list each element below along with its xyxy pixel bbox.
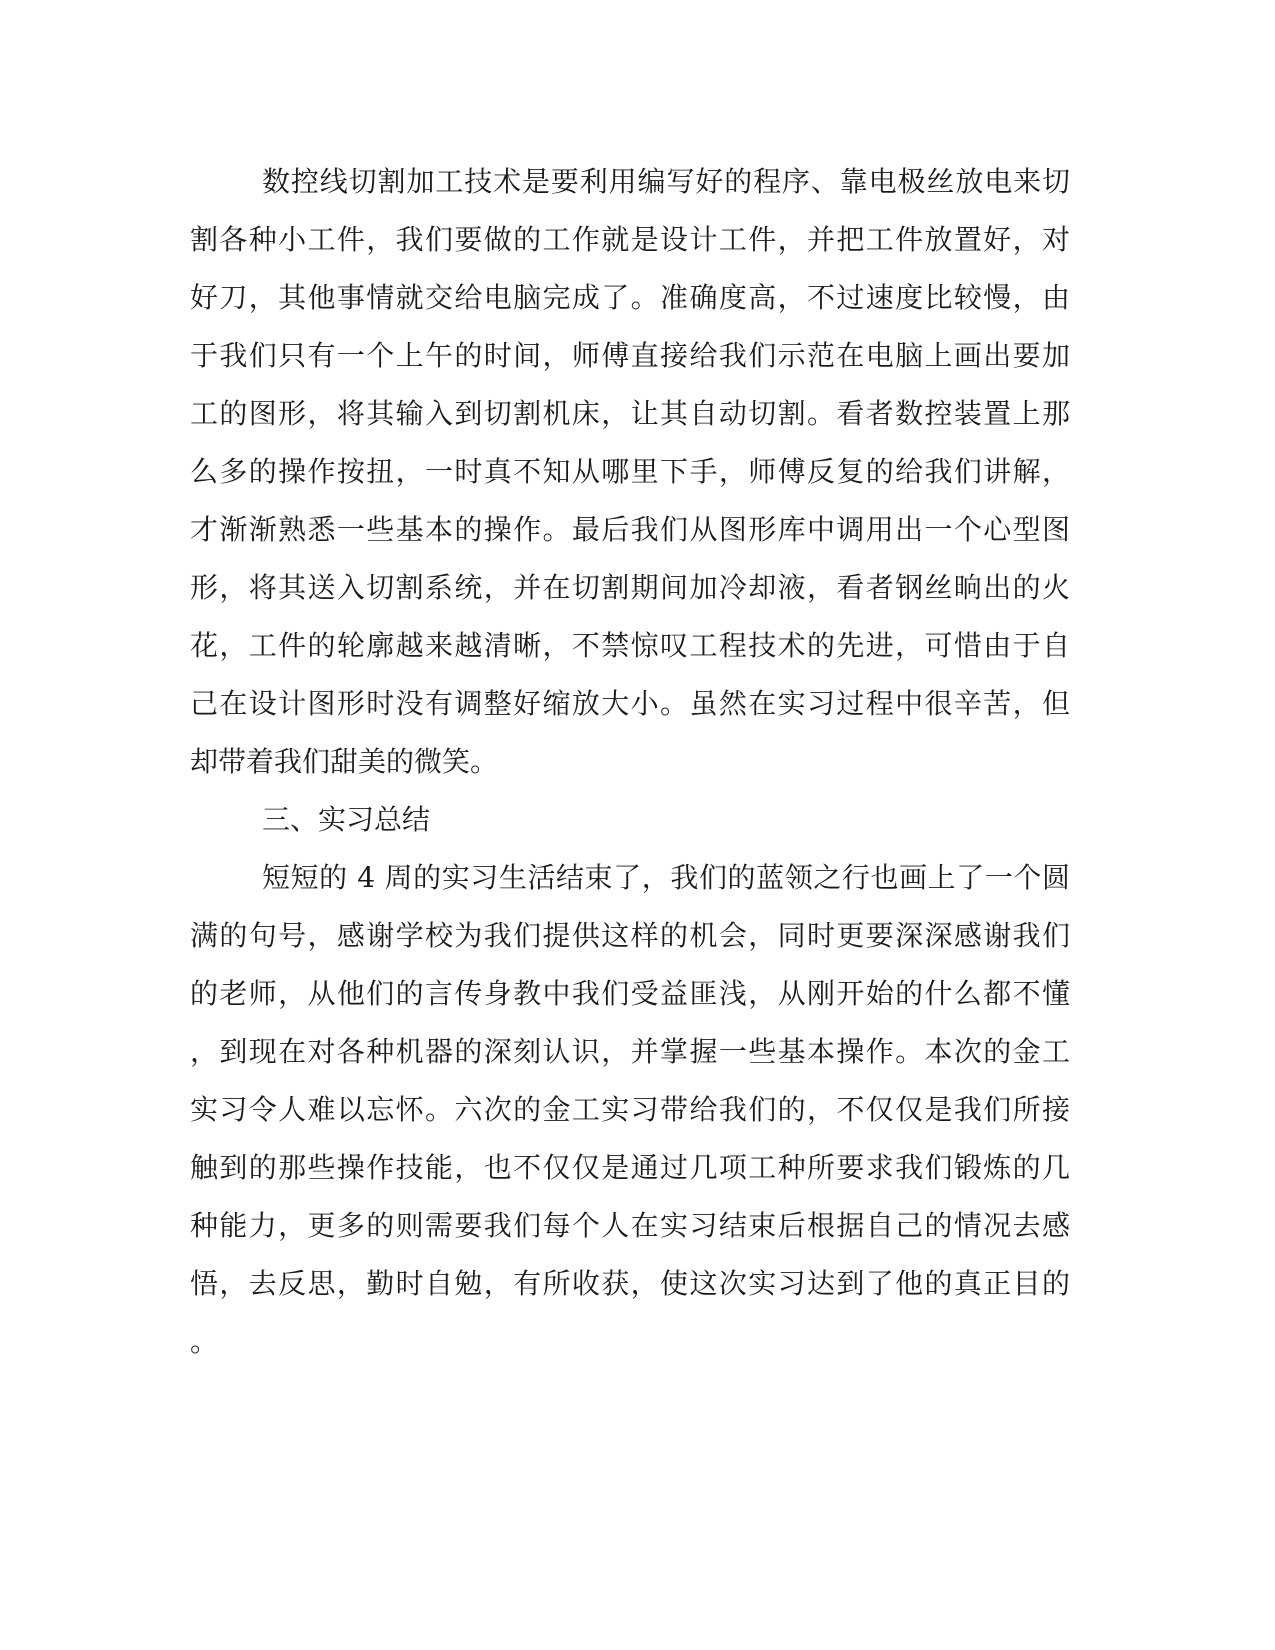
paragraph-line: 割各种小工件，我们要做的工作就是设计工件，并把工件放置好，对	[190, 223, 1070, 256]
paragraph-line: 好刀，其他事情就交给电脑完成了。准确度高，不过速度比较慢，由	[190, 281, 1070, 314]
paragraph-line: 。	[190, 1325, 219, 1358]
paragraph-line: 工的图形，将其输入到切割机床，让其自动切割。看者数控装置上那	[190, 397, 1070, 430]
paragraph-line: 数控线切割加工技术是要利用编写好的程序、靠电极丝放电来切	[262, 165, 1070, 198]
paragraph-line: 才渐渐熟悉一些基本的操作。最后我们从图形库中调用出一个心型图	[190, 513, 1070, 546]
section-heading: 三、实习总结	[262, 803, 431, 836]
paragraph-line: 实习令人难以忘怀。六次的金工实习带给我们的，不仅仅是我们所接	[190, 1093, 1070, 1126]
paragraph-line: 短短的 4 周的实习生活结束了，我们的蓝领之行也画上了一个圆	[262, 861, 1070, 894]
paragraph-line: 于我们只有一个上午的时间，师傅直接给我们示范在电脑上画出要加	[190, 339, 1070, 372]
paragraph-line: 己在设计图形时没有调整好缩放大小。虽然在实习过程中很辛苦，但	[190, 687, 1070, 720]
paragraph-line: 形，将其送入切割系统，并在切割期间加冷却液，看者钢丝晌出的火	[190, 571, 1070, 604]
paragraph-line: 满的句号，感谢学校为我们提供这样的机会，同时更要深深感谢我们	[190, 919, 1070, 952]
paragraph-line: 么多的操作按扭，一时真不知从哪里下手，师傅反复的给我们讲解，	[190, 455, 1070, 488]
paragraph-line: ，到现在对各种机器的深刻认识，并掌握一些基本操作。本次的金工	[190, 1035, 1070, 1068]
paragraph-line: 悟，去反思，勤时自勉，有所收获，使这次实习达到了他的真正目的	[190, 1267, 1070, 1300]
paragraph-line: 的老师，从他们的言传身教中我们受益匪浅，从刚开始的什么都不懂	[190, 977, 1070, 1010]
paragraph-line: 花，工件的轮廓越来越清晰，不禁惊叹工程技术的先进，可惜由于自	[190, 629, 1070, 662]
paragraph-line: 却带着我们甜美的微笑。	[190, 745, 499, 778]
paragraph-line: 种能力，更多的则需要我们每个人在实习结束后根据自己的情况去感	[190, 1209, 1070, 1242]
paragraph-line: 触到的那些操作技能，也不仅仅是通过几项工种所要求我们锻炼的几	[190, 1151, 1070, 1184]
